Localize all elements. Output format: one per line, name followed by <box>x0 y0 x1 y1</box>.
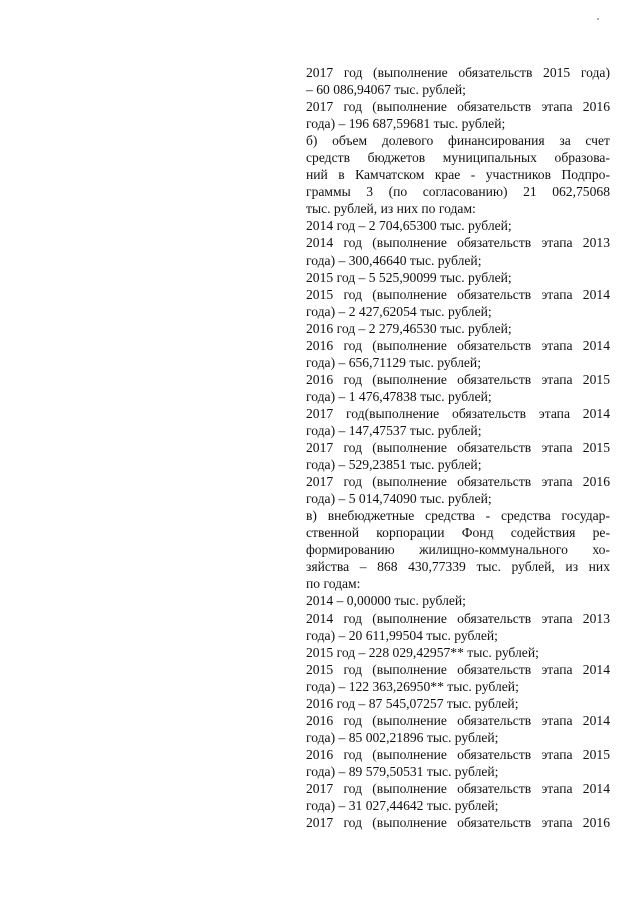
text-line: 2016 год – 2 279,46530 тыс. рублей; <box>306 320 512 336</box>
text-line: 2017 год (выполнение обязательств этапа 2016 <box>306 815 610 831</box>
text-line: года) – 89 579,50531 тыс. рублей; <box>306 763 499 779</box>
text-line: в) внебюджетные средства - средства государ- <box>306 508 610 524</box>
text-line: 2016 год – 87 545,07257 тыс. рублей; <box>306 695 519 711</box>
text-line: 2014 год (выполнение обязательств этапа 2013 <box>306 610 610 626</box>
text-line: – 60 086,94067 тыс. рублей; <box>306 82 466 98</box>
text-line: года) – 20 611,99504 тыс. рублей; <box>306 627 498 643</box>
text-line: 2016 год (выполнение обязательств этапа 2015 <box>306 746 610 762</box>
text-line: 2015 год – 228 029,42957** тыс. рублей; <box>306 644 539 660</box>
text-line: 2014 год (выполнение обязательств этапа 2013 <box>306 235 610 251</box>
text-line: 2016 год (выполнение обязательств этапа 2014 <box>306 712 610 728</box>
text-line: 2015 год (выполнение обязательств этапа 2014 <box>306 286 610 302</box>
text-line: года) – 5 014,74090 тыс. рублей; <box>306 491 492 507</box>
text-line: 2016 год (выполнение обязательств этапа 2014 <box>306 337 610 353</box>
text-line: граммы 3 (по согласованию) 21 062,75068 <box>306 184 610 200</box>
scan-speck <box>597 18 599 20</box>
text-line: года) – 196 687,59681 тыс. рублей; <box>306 116 506 132</box>
text-line: года) – 122 363,26950** тыс. рублей; <box>306 678 519 694</box>
text-line: 2014 год – 2 704,65300 тыс. рублей; <box>306 218 512 234</box>
funding-text-column <box>306 64 610 831</box>
text-line: 2017 год(выполнение обязательств этапа 2014 <box>306 405 610 421</box>
text-line: формированию жилищно-коммунального хо- <box>306 542 610 558</box>
text-line: года) – 656,71129 тыс. рублей; <box>306 354 481 370</box>
text-line: года) – 300,46640 тыс. рублей; <box>306 252 482 268</box>
text-line: 2014 – 0,00000 тыс. рублей; <box>306 593 466 609</box>
text-line: б) объем долевого финансирования за счет <box>306 133 610 149</box>
text-line: 2017 год (выполнение обязательств этапа 2014 <box>306 780 610 796</box>
text-line: года) – 529,23851 тыс. рублей; <box>306 457 482 473</box>
text-line: ний в Камчатском крае - участников Подпро- <box>306 167 610 183</box>
text-line: 2017 год (выполнение обязательств этапа 2016 <box>306 474 610 490</box>
text-line: по годам: <box>306 576 361 592</box>
text-line: тыс. рублей, из них по годам: <box>306 201 476 217</box>
text-line: 2017 год (выполнение обязательств этапа 2015 <box>306 440 610 456</box>
text-line: 2015 год (выполнение обязательств этапа 2014 <box>306 661 610 677</box>
text-line: года) – 85 002,21896 тыс. рублей; <box>306 729 499 745</box>
text-line: года) – 2 427,62054 тыс. рублей; <box>306 303 492 319</box>
text-line: ственной корпорации Фонд содействия ре- <box>306 525 610 541</box>
text-line: 2016 год (выполнение обязательств этапа 2015 <box>306 371 610 387</box>
text-line: года) – 147,47537 тыс. рублей; <box>306 422 482 438</box>
text-line: средств бюджетов муниципальных образова- <box>306 150 610 166</box>
text-line: года) – 1 476,47838 тыс. рублей; <box>306 388 492 404</box>
text-line: 2017 год (выполнение обязательств этапа 2016 <box>306 99 610 115</box>
text-line: 2017 год (выполнение обязательств 2015 года) <box>306 65 610 80</box>
text-line: 2015 год – 5 525,90099 тыс. рублей; <box>306 269 512 285</box>
text-line: зяйства – 868 430,77339 тыс. рублей, из них <box>306 559 610 575</box>
text-line: года) – 31 027,44642 тыс. рублей; <box>306 798 499 814</box>
